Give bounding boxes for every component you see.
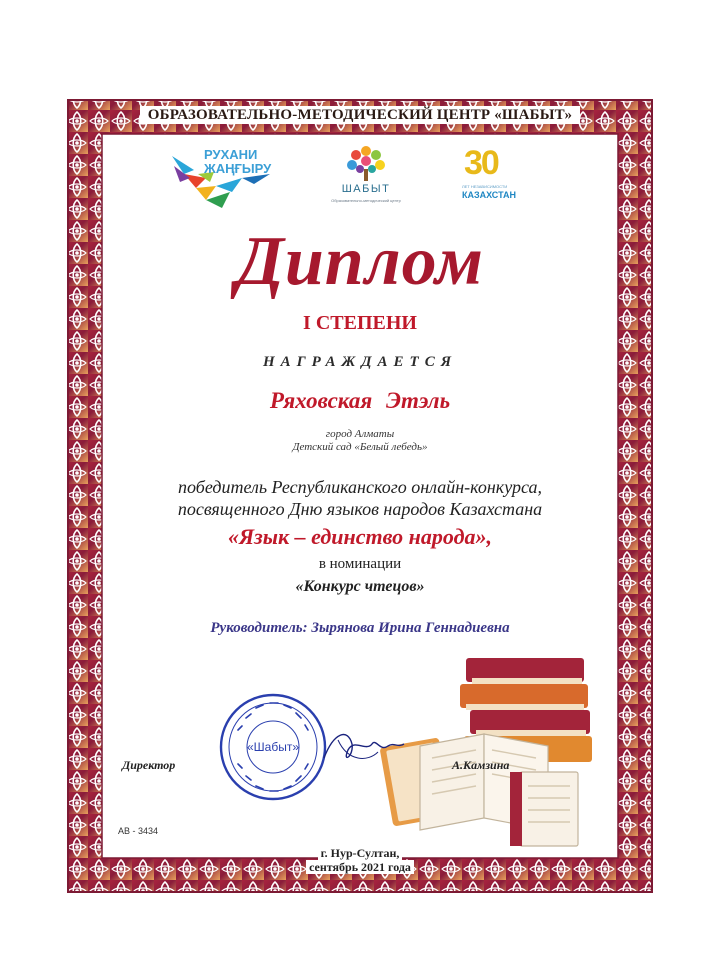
organization-stamp [218,692,328,802]
recipient-name: Ряховская Этэль [269,388,451,413]
rukhani-line1: РУХАНИ [204,147,258,162]
nomination-name: «Конкурс чтецов» [295,578,425,595]
director-name: А.Камзина [452,758,510,772]
shabyt-sub: Образовательно-методический центр [331,198,401,203]
awarded-label: НАГРАЖДАЕТСЯ [262,354,458,370]
nomination-label: в номинации [318,556,402,572]
diploma-title: Диплом [236,223,484,300]
director-label: Директор [122,758,176,772]
kaz-30-number: 30 [464,144,498,182]
books-illustration [380,654,610,854]
supervisor-line: Руководитель: Зырянова Ирина Геннадиевна [210,620,510,636]
diploma-degree: I СТЕПЕНИ [303,312,417,334]
rukhani-zhangyru-logo [170,148,290,212]
serial-number: АВ - 3434 [118,826,159,836]
kaz-30-sub: ЛЕТ НЕЗАВИСИМОСТИ [462,184,508,189]
issue-date: сентябрь 2021 года [306,860,414,874]
tree-icon [326,143,406,183]
recipient-location [0,428,720,454]
director-signature [318,722,408,772]
award-description [0,476,720,520]
description-line1: победитель Республиканского онлайн-конкурса, [178,477,542,497]
description-line2: посвященного Дню языков народов Казахстана [177,499,543,519]
contest-name: «Язык – единство народа», [228,524,492,549]
center-name-banner [0,106,720,124]
rukhani-line2: ЖАҢҒЫРУ [204,161,272,176]
kazakhstan-30-logo [462,144,542,212]
stamp-center-text: «Шабыт» [246,740,300,754]
issue-place-date [0,846,720,874]
recipient-institution: Детский сад «Белый лебедь» [292,441,428,453]
issue-city: г. Нур-Султан, [318,846,403,860]
shabyt-logo [326,143,406,213]
shabyt-name: ШАБЫТ [341,183,391,195]
banner-text: ОБРАЗОВАТЕЛЬНО-МЕТОДИЧЕСКИЙ ЦЕНТР «ШАБЫТ» [140,106,580,124]
kaz-30-country: КАЗАХСТАН [462,190,516,200]
recipient-city: город Алматы [325,428,395,440]
